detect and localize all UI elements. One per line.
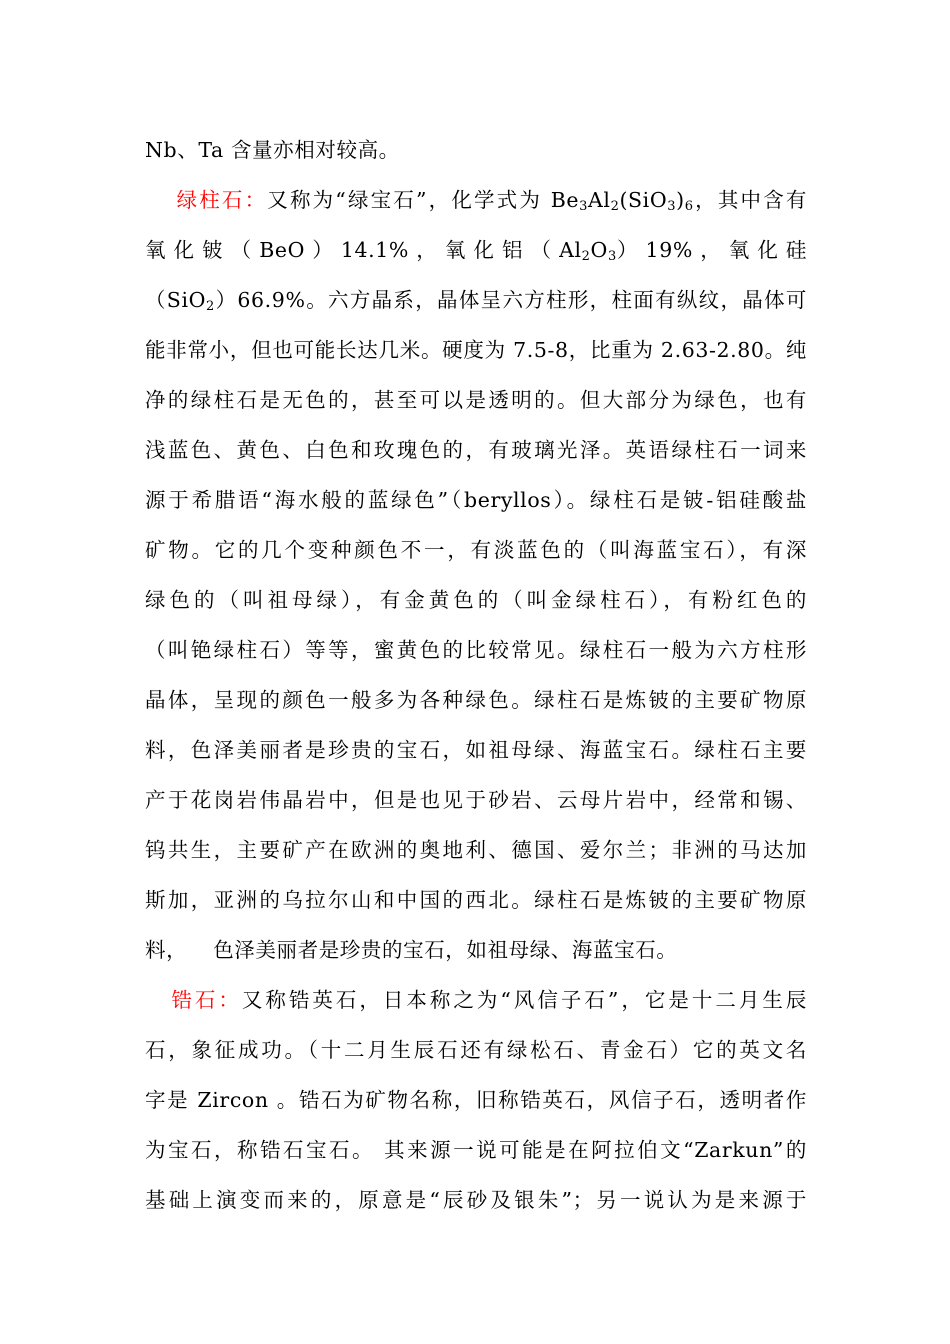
- beryl-line-1: 绿柱石：又称为“绿宝石”，化学式为 $Be_3Al_2(SiO_3)_6$，其中含有: [175, 188, 807, 214]
- intro-line: Nb、Ta 含量亦相对较高。: [145, 138, 400, 162]
- zircon-line-3: 字是 Zircon 。锆石为矿物名称，旧称锆英石，风信子石，透明者作: [145, 1088, 807, 1112]
- beryl-line-last: 料， 色泽美丽者是珍贵的宝石，如祖母绿、海蓝宝石。: [145, 938, 678, 962]
- zircon-line-2: 石，象征成功。（十二月生辰石还有绿松石、青金石）它的英文名: [145, 1038, 807, 1062]
- zircon-line-5: 基础上演变而来的，原意是“辰砂及银朱”；另一说认为是来源于: [145, 1188, 807, 1212]
- beryl-line-6: 浅蓝色、黄色、白色和玫瑰色的，有玻璃光泽。英语绿柱石一词来: [145, 438, 807, 462]
- beryl-line-5: 净的绿柱石是无色的，甚至可以是透明的。但大部分为绿色，也有: [145, 388, 807, 412]
- beryl-line-4: 能非常小，但也可能长达几米。硬度为 7.5-8，比重为 2.63-2.80。纯: [145, 338, 807, 362]
- zircon-line-4: 为宝石，称锆石宝石。 其来源一说可能是在阿拉伯文“Zarkun”的: [145, 1138, 807, 1162]
- beryl-line-3: （SiO$_2$）66.9%。六方晶系，晶体呈六方柱形，柱面有纵纹，晶体可: [145, 288, 807, 314]
- beryl-line-11: 晶体，呈现的颜色一般多为各种绿色。绿柱石是炼铍的主要矿物原: [145, 688, 807, 712]
- beryl-line-10: （叫铯绿柱石）等等，蜜黄色的比较常见。绿柱石一般为六方柱形: [145, 638, 807, 662]
- beryl-line-8: 矿物。它的几个变种颜色不一，有淡蓝色的（叫海蓝宝石），有深: [145, 538, 807, 562]
- beryl-line-14: 钨共生，主要矿产在欧洲的奥地利、德国、爱尔兰；非洲的马达加: [145, 838, 807, 862]
- beryl-line-2: 氧 化 铍 （ BeO ） 14.1% ， 氧 化 铝 （ $Al_2O_3$） 19% ， 氧 化 硅: [145, 238, 807, 264]
- zircon-heading: 锆石：: [169, 988, 242, 1012]
- zircon-line-1: 锆石：又称锆英石，日本称之为“风信子石”，它是十二月生辰: [169, 988, 807, 1012]
- beryl-line-9: 绿色的（叫祖母绿），有金黄色的（叫金绿柱石），有粉红色的: [145, 588, 807, 612]
- beryl-line-7: 源于希腊语“海水般的蓝绿色”（beryllos）。绿柱石是铍-铝硅酸盐: [145, 488, 807, 512]
- beryl-line-13: 产于花岗岩伟晶岩中，但是也见于砂岩、云母片岩中，经常和锡、: [145, 788, 807, 812]
- beryl-line-12: 料，色泽美丽者是珍贵的宝石，如祖母绿、海蓝宝石。绿柱石主要: [145, 738, 807, 762]
- beryl-heading: 绿柱石：: [175, 188, 268, 212]
- beryl-line-15: 斯加，亚洲的乌拉尔山和中国的西北。绿柱石是炼铍的主要矿物原: [145, 888, 807, 912]
